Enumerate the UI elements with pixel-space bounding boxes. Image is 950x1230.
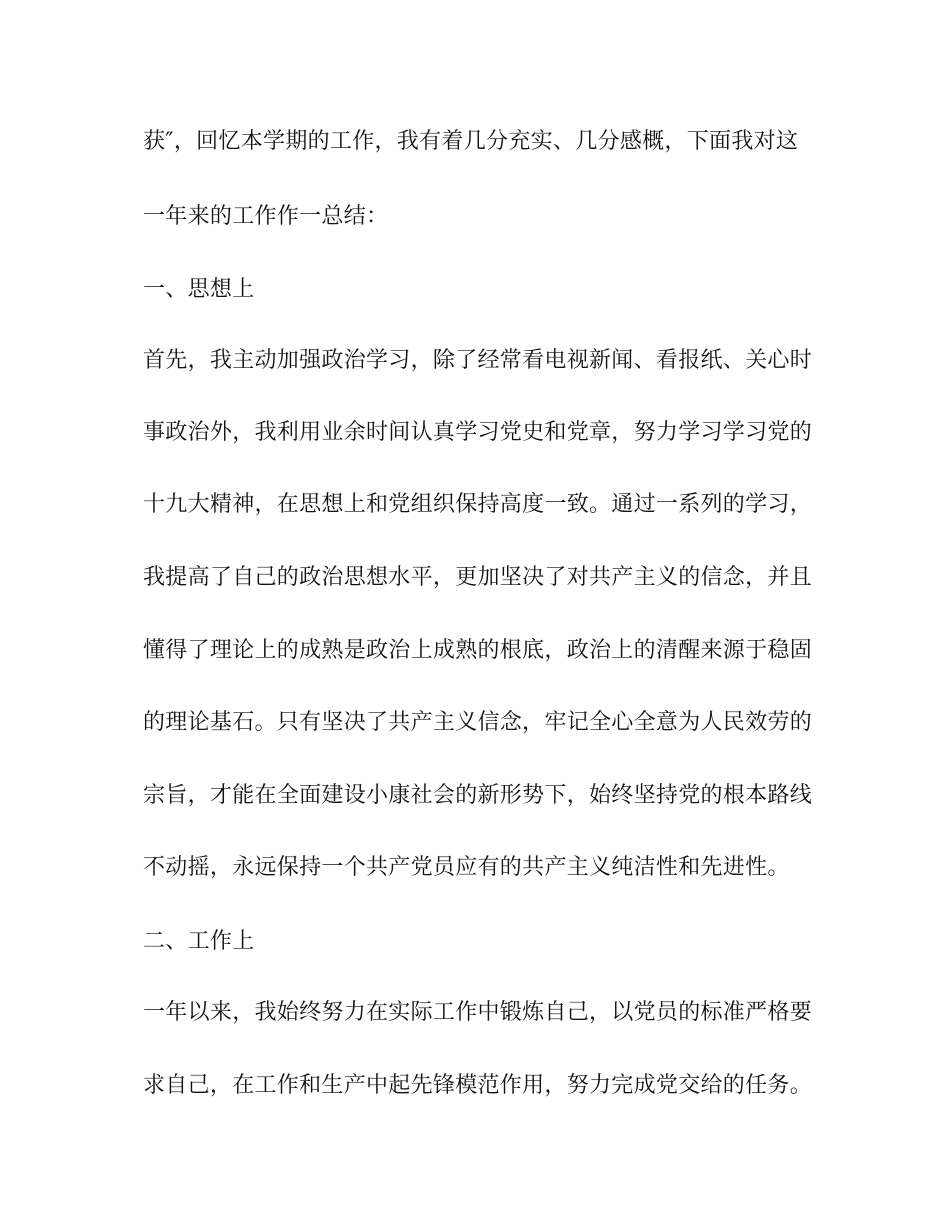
paragraph-line: 懂得了理论上的成熟是政治上成熟的根底，政治上的清醒来源于稳固 bbox=[143, 638, 813, 663]
paragraph-line: 我提高了自己的政治思想水平，更加坚决了对共产主义的信念，并且 bbox=[143, 565, 813, 590]
paragraph-line: 宗旨，才能在全面建设小康社会的新形势下，始终坚持党的根本路线 bbox=[143, 783, 813, 808]
paragraph-line: 不动摇，永远保持一个共产党员应有的共产主义纯洁性和先进性。 bbox=[143, 855, 790, 880]
paragraph-line: 十九大精神，在思想上和党组织保持高度一致。通过一系列的学习， bbox=[143, 492, 813, 517]
paragraph-line: 的理论基石。只有坚决了共产主义信念，牢记全心全意为人民效劳的 bbox=[143, 710, 813, 735]
paragraph-line: 获″，回忆本学期的工作，我有着几分充实、几分感概，下面我对这 bbox=[143, 129, 799, 154]
section-heading: 二、工作上 bbox=[143, 929, 255, 954]
paragraph-line: 求自己，在工作和生产中起先锋模范作用，努力完成党交给的任务。 bbox=[143, 1073, 813, 1098]
paragraph-line: 一年来的工作作一总结： bbox=[143, 204, 389, 229]
section-heading: 一、思想上 bbox=[143, 277, 255, 302]
paragraph-line: 一年以来，我始终努力在实际工作中锻炼自己，以党员的标准严格要 bbox=[143, 1000, 813, 1025]
paragraph-line: 首先，我主动加强政治学习，除了经常看电视新闻、看报纸、关心时 bbox=[143, 348, 813, 373]
paragraph-line: 事政治外，我利用业余时间认真学习党史和党章，努力学习学习党的 bbox=[143, 420, 813, 445]
